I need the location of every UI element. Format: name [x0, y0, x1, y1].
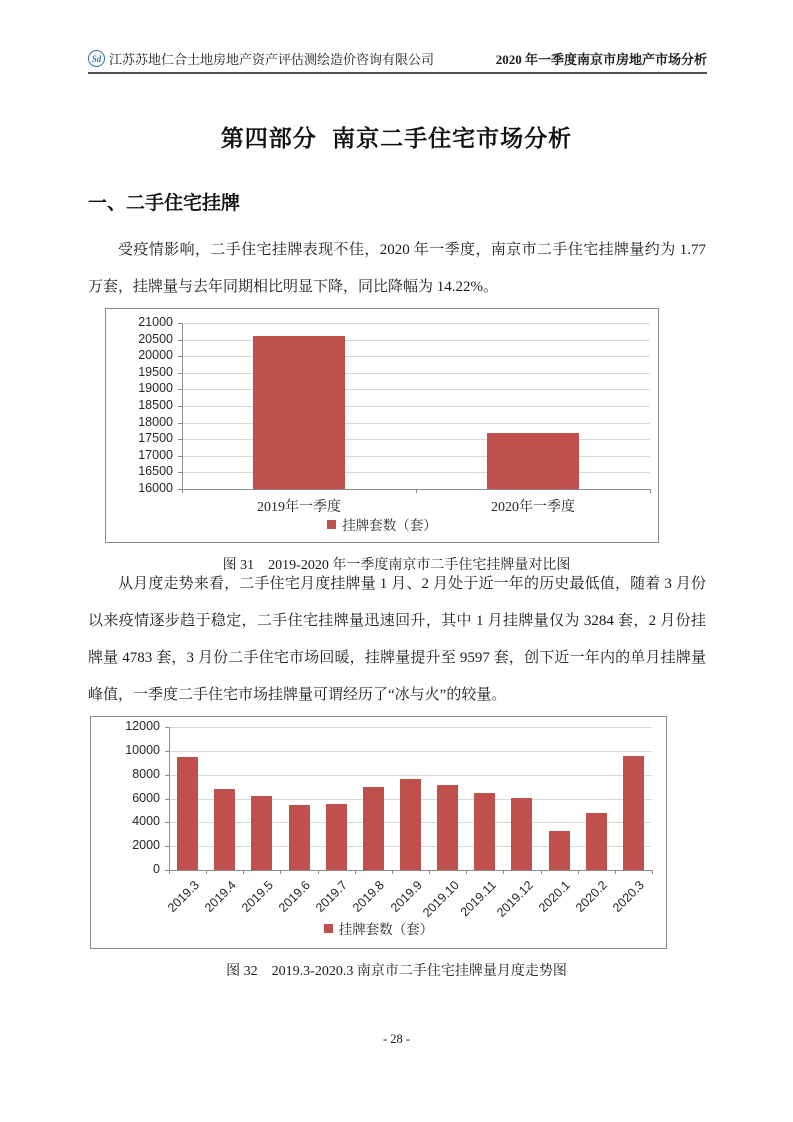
y-axis-tick-label: 19500 [138, 365, 173, 379]
x-axis-tick-label: 2020.3 [609, 878, 647, 915]
y-axis-tick-label: 10000 [125, 743, 160, 757]
figure-31-bar-chart [105, 308, 659, 543]
y-axis-tick-label: 2000 [132, 838, 160, 852]
y-axis-tick-label: 16000 [138, 481, 173, 495]
legend-label: 挂牌套数（套） [342, 518, 437, 533]
x-axis-tick-label: 2019.12 [494, 878, 536, 920]
x-axis-tick-label: 2019.7 [312, 878, 350, 915]
x-axis-tickmark [503, 870, 504, 874]
x-axis-tickmark [416, 489, 417, 493]
figure-32-bar-chart [90, 716, 667, 949]
page-title: 第四部分 南京二手住宅市场分析 [220, 125, 573, 151]
legend-swatch-icon [324, 924, 333, 933]
paragraph-2: 从月度走势来看，二手住宅月度挂牌量 1 月、2 月处于近一年的历史最低值，随着 3 月份以来疫情逐步趋于稳定，二手住宅挂牌量迅速回升，其中 1 月挂牌量仅为 3284 套，2 月份挂牌量 4783 套，3 月份二手住宅市场回暖，挂牌量提升至 9597 套，创下近一年内的单月挂牌量峰值，一季度二手住宅市场挂牌量可谓经历了“冰与火”的较量。 [88, 576, 706, 703]
figure-31-caption: 图 31 2019-2020 年一季度南京市二手住宅挂牌量对比图 [222, 558, 571, 573]
x-axis-tick-label: 2019.6 [275, 878, 313, 915]
y-axis-tick-label: 21000 [138, 315, 173, 329]
x-axis-tick-label: 2019.10 [420, 878, 462, 920]
x-axis-tickmark [206, 870, 207, 874]
bar-2019.3 [177, 757, 198, 870]
x-axis-tick-label: 2019.11 [457, 878, 499, 920]
y-axis-line [182, 323, 183, 489]
legend-label: 挂牌套数（套） [338, 922, 434, 937]
y-axis-line [169, 727, 170, 870]
x-axis-tickmark [243, 870, 244, 874]
x-axis-tick-label: 2019年一季度 [257, 500, 341, 515]
x-axis-tick-label: 2019.3 [164, 878, 202, 915]
x-axis-tick-label: 2019.4 [201, 878, 239, 915]
company-logo-icon: Sd [88, 50, 105, 67]
section-heading: 一、二手住宅挂牌 [88, 193, 241, 214]
figure-32-caption: 图 32 2019.3-2020.3 南京市二手住宅挂牌量月度走势图 [226, 964, 567, 979]
x-axis-tickmark [615, 870, 616, 874]
chart-legend [91, 918, 666, 938]
x-axis-tickmark [182, 489, 183, 493]
x-axis-tick-label: 2019.5 [238, 878, 276, 915]
gridline [169, 727, 652, 728]
x-axis-tick-label: 2020.2 [572, 878, 610, 915]
bar-2019.11 [474, 793, 495, 870]
page-number: - 28 - [382, 1032, 411, 1046]
bar-2019.9 [400, 779, 421, 870]
x-axis-tickmark [169, 870, 170, 874]
y-axis-tick-label: 17000 [138, 448, 173, 462]
x-axis-tickmark [650, 489, 651, 493]
gridline [169, 775, 652, 776]
y-axis-tick-label: 17500 [138, 431, 173, 445]
header-divider [88, 72, 707, 74]
bar-2019.10 [437, 785, 458, 870]
gridline [182, 323, 650, 324]
y-axis-tick-label: 4000 [132, 814, 160, 828]
x-axis-tickmark [466, 870, 467, 874]
header-left [88, 49, 434, 68]
report-title: 2020 年一季度南京市房地产市场分析 [495, 52, 707, 67]
x-axis-line [169, 870, 652, 871]
company-name: 江苏苏地仁合土地房地产资产评估测绘造价咨询有限公司 [109, 52, 435, 67]
bar-2019.4 [214, 789, 235, 870]
x-axis-tick-label: 2020年一季度 [491, 500, 575, 515]
bar-2019.6 [289, 805, 310, 870]
x-axis-tickmark [280, 870, 281, 874]
x-axis-tick-label: 2020.1 [535, 878, 573, 915]
y-axis-tick-label: 19000 [138, 381, 173, 395]
bar-2019.8 [363, 787, 384, 870]
bar-2020.1 [549, 831, 570, 870]
bar-2020.3 [623, 756, 644, 870]
y-axis-tick-label: 6000 [132, 791, 160, 805]
y-axis-tick-label: 12000 [125, 719, 160, 733]
x-axis-tickmark [429, 870, 430, 874]
x-axis-tickmark [355, 870, 356, 874]
y-axis-tick-label: 18000 [138, 415, 173, 429]
y-axis-tick-label: 16500 [138, 464, 173, 478]
y-axis-tick-label: 8000 [132, 767, 160, 781]
x-axis-tick-label: 2019.9 [387, 878, 425, 915]
x-axis-tickmark [541, 870, 542, 874]
y-axis-tick-label: 18500 [138, 398, 173, 412]
gridline [169, 751, 652, 752]
x-axis-tickmark [578, 870, 579, 874]
page-header [88, 49, 707, 68]
bar-2020年一季度 [487, 433, 579, 489]
paragraph-1: 受疫情影响，二手住宅挂牌表现不佳，2020 年一季度，南京市二手住宅挂牌量约为 1.77 万套，挂牌量与去年同期相比明显下降，同比降幅为 14.22%。 [88, 242, 706, 295]
chart-legend [106, 514, 658, 534]
x-axis-tickmark [318, 870, 319, 874]
x-axis-tickmark [652, 870, 653, 874]
bar-2019.5 [251, 796, 272, 870]
bar-2019年一季度 [253, 336, 345, 489]
bar-2019.12 [511, 798, 532, 870]
y-axis-tick-label: 20000 [138, 348, 173, 362]
bar-2019.7 [326, 804, 347, 870]
y-axis-tick-label: 20500 [138, 332, 173, 346]
y-axis-tick-label: 0 [153, 862, 160, 876]
x-axis-tickmark [392, 870, 393, 874]
x-axis-tick-label: 2019.8 [349, 878, 387, 915]
legend-swatch-icon [327, 520, 336, 529]
bar-2020.2 [586, 813, 607, 870]
